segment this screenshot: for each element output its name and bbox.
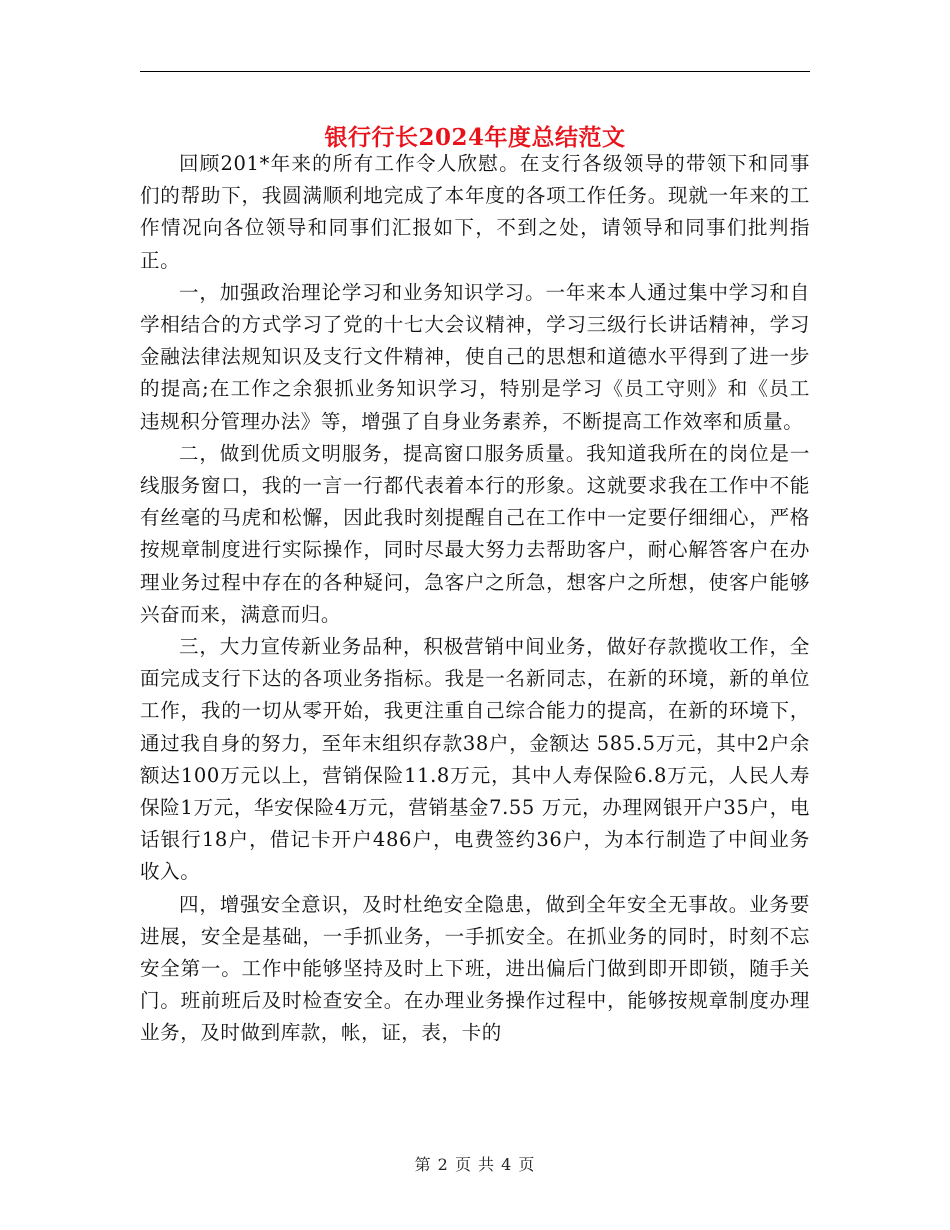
paragraph-intro: 回顾201*年来的所有工作令人欣慰。在支行各级领导的带领下和同事们的帮助下，我圆满顺利地完成了本年度的各项工作任务。现就一年来的工作情况向各位领导和同事们汇报如下，不到之处，请领导和同事们批判指正。	[140, 152, 810, 272]
paragraph-service: 二，做到优质文明服务，提高窗口服务质量。我知道我所在的岗位是一线服务窗口，我的一言一行都代表着本行的形象。这就要求我在工作中不能有丝毫的马虎和松懈，因此我时刻提醒自己在工作中一定要仔细细心，严格按规章制度进行实际操作，同时尽最大努力去帮助客户，耐心解答客户在办理业务过程中存在的各种疑问，急客户之所急，想客户之所想，使客户能够兴奋而来，满意而归。	[140, 441, 810, 626]
document-body	[140, 148, 810, 1050]
document-title: 银行行长2024年度总结范文	[324, 124, 626, 152]
page-number-footer: 第 2 页 共 4 页	[414, 1155, 536, 1174]
paragraph-safety: 四，增强安全意识，及时杜绝安全隐患，做到全年安全无事故。业务要进展，安全是基础，一手抓业务，一手抓安全。在抓业务的同时，时刻不忘安全第一。工作中能够坚持及时上下班，进出偏后门做到即开即锁，随手关门。班前班后及时检查安全。在办理业务操作过程中，能够按规章制度办理业务，及时做到库款，帐，证，表，卡的	[140, 892, 810, 1045]
paragraph-marketing: 三，大力宣传新业务品种，积极营销中间业务，做好存款揽收工作，全面完成支行下达的各项业务指标。我是一名新同志，在新的环境，新的单位工作，我的一切从零开始，我更注重自己综合能力的提高，在新的环境下，通过我自身的努力，至年末组织存款38户，金额达 585.5万元，其中2户余额达100万元以上，营销保险11.8万元，其中人寿保险6.8万元，人民人寿保险1万元，华安保险4万元，营销基金7.55 万元，办理网银开户35户，电话银行18户，借记卡开户486户，电费签约36户，为本行制造了中间业务收入。	[140, 635, 810, 884]
header-rule	[140, 71, 810, 72]
paragraph-study: 一，加强政治理论学习和业务知识学习。一年来本人通过集中学习和自学相结合的方式学习了党的十七大会议精神，学习三级行长讲话精神，学习金融法律法规知识及支行文件精神，使自己的思想和道德水平得到了进一步的提高;在工作之余狠抓业务知识学习，特别是学习《员工守则》和《员工违规积分管理办法》等，增强了自身业务素养，不断提高工作效率和质量。	[140, 280, 810, 433]
